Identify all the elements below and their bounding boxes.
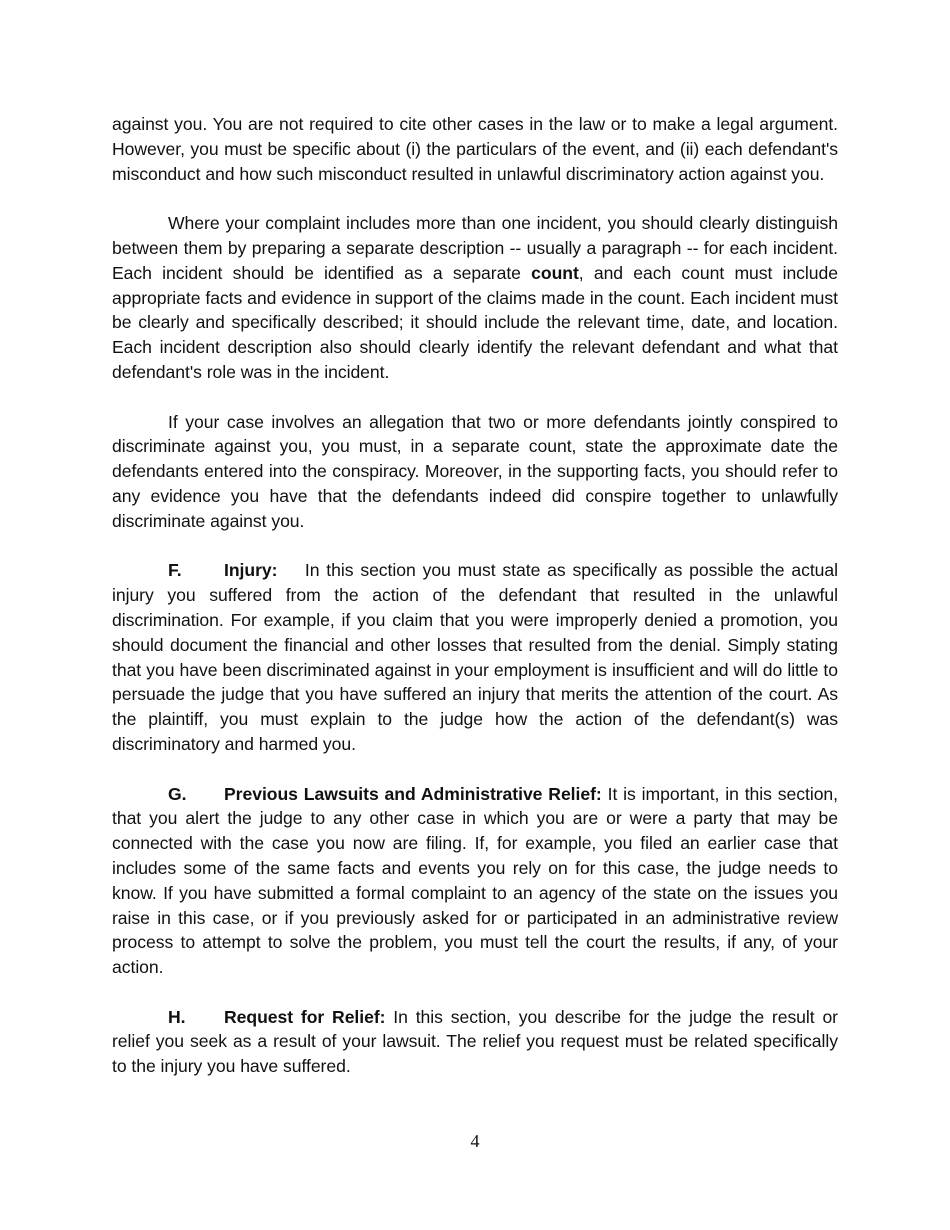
paragraph-text: Where your complaint includes more than one incident, you should clearly distinguish between them by preparing a separate description -- usually a paragraph -- for each incident. Each incident should be identified as a separate (112, 213, 838, 283)
section-title: Injury: (224, 560, 278, 581)
paragraph-conspiracy (112, 410, 838, 534)
section-body: In this section, you describe for the judge the result or relief you seek as a result of your lawsuit. The relief you request must be related specifically to the injury you have suffered. (112, 1006, 838, 1077)
section-body: It is important, in this section, that you alert the judge to any other case in which you are or were a party that may be connected with the case you now are filing. If, for example, you filed an earlier case that includes some of the same facts and events you rely on for this case, the judge needs to know. If you have submitted a formal complaint to an agency of the state on the issues you raise in this case, or if you previously asked for or participated in an administrative review process to attempt to solve the problem, you must tell the court the results, if any, of your action. (112, 783, 839, 978)
emphasis-count: count (531, 262, 579, 283)
section-title: Request for Relief: (224, 1006, 386, 1027)
section-previous-lawsuits (112, 782, 838, 980)
document-page (112, 112, 838, 1104)
section-title: Previous Lawsuits and Administrative Relief: (224, 783, 602, 804)
section-injury (112, 558, 838, 756)
section-body: In this section you must state as specifically as possible the actual injury you suffered from the action of the defendant that resulted in the unlawful discrimination. For example, if you claim that you were improperly denied a promotion, you should document the financial and other losses that resulted from the denial. Simply stating that you have been discriminated against in your employment is insufficient and will do little to persuade the judge that you have suffered an injury that merits the attention of the court. As the plaintiff, you must explain to the judge how the action of the defendant(s) was discriminatory and harmed you. (112, 560, 839, 754)
section-letter: H. (168, 1006, 186, 1027)
paragraph-text: , and each count must include appropriate facts and evidence in support of the claims made in the count. Each incident must be clearly and specifically described; it should include the relevant time, date, and location. Each incident description also should clearly identify the relevant defendant and what that defendant's role was in the incident. (112, 262, 838, 382)
paragraph-text: If your case involves an allegation that two or more defendants jointly conspired to discriminate against you, you must, in a separate count, state the approximate date the defendants entered into the conspiracy. Moreover, in the supporting facts, you should refer to any evidence you have that the defendants indeed did conspire together to unlawfully discriminate against you. (112, 411, 838, 531)
paragraph-text: against you. You are not required to cite other cases in the law or to make a legal argument. However, you must be specific about (i) the particulars of the event, and (ii) each defendant's misconduct and how such misconduct resulted in unlawful discriminatory action against you. (112, 114, 838, 184)
section-request-for-relief (112, 1005, 838, 1079)
page-number: 4 (470, 1131, 480, 1151)
paragraph-continuation (112, 112, 838, 186)
section-letter: F. (168, 560, 182, 581)
section-letter: G. (168, 783, 187, 804)
paragraph-multiple-incidents (112, 211, 838, 385)
